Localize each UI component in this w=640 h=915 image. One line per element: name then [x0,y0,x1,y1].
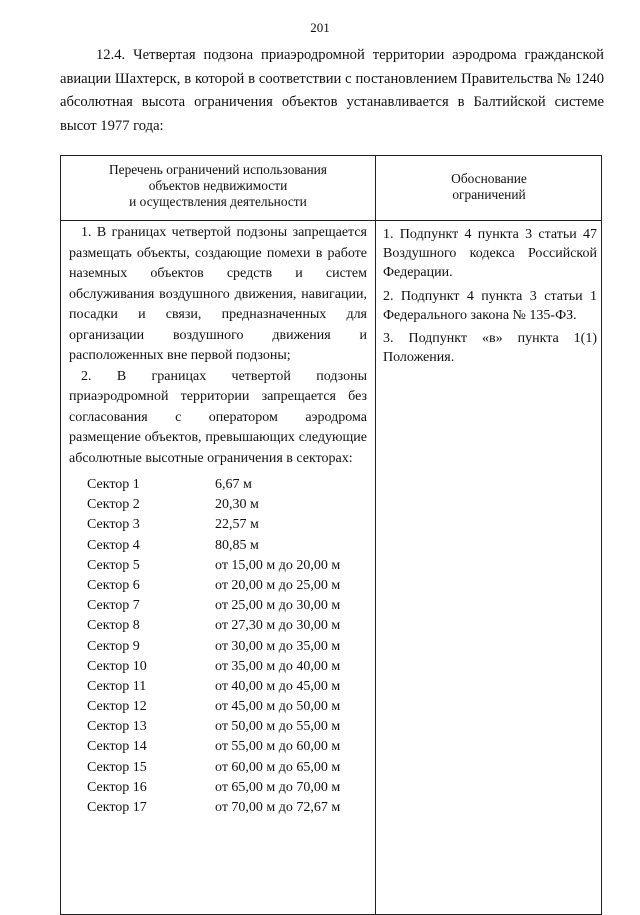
sector-height-value: от 40,00 м до 45,00 м [215,678,341,694]
sector-height-value: от 27,30 м до 30,00 м [215,618,341,634]
sector-name: Сектор 12 [87,699,147,715]
header-left-line: объектов недвижимости [148,178,288,193]
sector-row [87,576,367,596]
sector-height-value: от 50,00 м до 55,00 м [215,719,341,735]
header-left-line: Перечень ограничений использования [109,162,327,177]
sector-height-value: от 20,00 м до 25,00 м [215,577,341,593]
header-divider [61,220,601,221]
sector-height-value: 22,57 м [215,517,259,533]
sector-row [87,758,367,778]
restriction-paragraph-1: 1. В границах четвертой подзоны запрещается размещать объекты, создающие помехи в работе наземных объектов средств и систем обслуживания воздушного движения, навигации, посадки и связи, предназначенных для организации воздушного движения и расположенных вне первой подзоны; [69,225,367,363]
sector-row [87,737,367,757]
header-right-line: Обоснование [451,171,527,186]
sector-height-value: от 65,00 м до 70,00 м [215,779,341,795]
sector-row [87,657,367,677]
sector-name: Сектор 7 [87,598,140,614]
basis-item: 1. Подпункт 4 пункта 3 статьи 47 Воздушного кодекса Российской Федерации. [383,227,597,281]
header-right-line: ограничений [452,187,526,202]
sector-height-value: от 35,00 м до 40,00 м [215,658,341,674]
sector-height-value: 80,85 м [215,537,259,553]
sector-row [87,596,367,616]
sector-name: Сектор 13 [87,719,147,735]
sector-row [87,717,367,737]
sector-height-value: от 25,00 м до 30,00 м [215,598,341,614]
basis-item: 2. Подпункт 4 пункта 3 статьи 1 Федерального закона № 135-ФЗ. [383,288,597,323]
sector-row [87,515,367,535]
sector-name: Сектор 11 [87,678,147,694]
sector-name: Сектор 10 [87,658,147,674]
sector-height-value: 6,67 м [215,477,252,492]
restrictions-cell [69,223,367,818]
sector-row [87,677,367,697]
restrictions-table [60,155,602,915]
sector-name: Сектор 1 [87,477,140,492]
sector-row [87,495,367,515]
sector-row [87,536,367,556]
sector-row [87,697,367,717]
sector-list [87,475,367,818]
section-intro-paragraph: 12.4. Четвертая подзона приаэродромной территории аэродрома гражданской авиации Шахтерск, в которой в соответствии с постановлением Правительства № 1240 абсолютная высота ограничения объектов устанавливается в Балтийской системе высот 1977 года: [60,47,604,134]
column-divider [375,156,376,914]
sector-height-value: от 45,00 м до 50,00 м [215,699,341,715]
sector-name: Сектор 2 [87,497,140,513]
basis-item: 3. Подпункт «в» пункта 1(1) Положения. [383,331,597,366]
basis-cell [383,225,597,371]
sector-row [87,778,367,798]
sector-row [87,616,367,636]
sector-name: Сектор 14 [87,739,147,755]
sector-height-value: от 15,00 м до 20,00 м [215,557,341,573]
header-basis [376,171,602,203]
sector-height-value: от 60,00 м до 65,00 м [215,759,341,775]
sector-height-value: от 30,00 м до 35,00 м [215,638,341,654]
sector-row [87,475,367,495]
sector-name: Сектор 5 [87,557,140,573]
sector-name: Сектор 8 [87,618,140,634]
sector-height-value: от 70,00 м до 72,67 м [215,800,341,815]
sector-name: Сектор 9 [87,638,140,654]
sector-name: Сектор 15 [87,759,147,775]
sector-height-value: от 55,00 м до 60,00 м [215,739,341,755]
header-restrictions-list [61,162,375,210]
restriction-paragraph-2: 2. В границах четвертой подзоны приаэродромной территории запрещается без согласования с оператором аэродрома размещение объектов, превышающих следующие абсолютные высотные ограничения в секторах: [69,368,367,466]
page-number: 201 [310,20,330,35]
sector-name: Сектор 6 [87,577,140,593]
sector-row [87,637,367,657]
sector-row [87,556,367,576]
sector-name: Сектор 16 [87,779,147,795]
sector-name: Сектор 4 [87,537,140,553]
sector-name: Сектор 17 [87,800,147,815]
sector-name: Сектор 3 [87,517,140,533]
header-left-line: и осуществления деятельности [129,194,307,209]
sector-row [87,798,367,818]
sector-height-value: 20,30 м [215,497,259,513]
